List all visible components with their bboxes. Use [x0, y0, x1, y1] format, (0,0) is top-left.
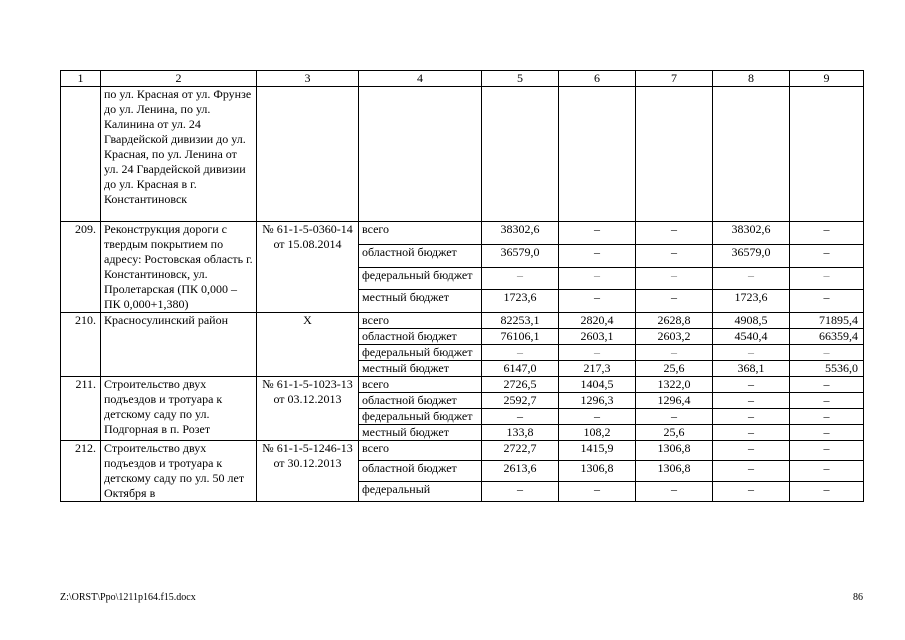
- object-name: Реконструкция дороги с твердым покрытием по адресу: Ростовская область г. Константиновск, ул. Пролетарская (ПК 0,000 – ПК 0,000+1,380): [101, 222, 257, 313]
- object-name: Красносулинский район: [101, 313, 257, 377]
- amount-cell: 2603,1: [559, 329, 636, 345]
- table-row: [61, 377, 864, 393]
- funding-source: областной бюджет: [359, 329, 482, 345]
- footer-file-path: Z:\ORST\Ppo\1211p164.f15.docx: [60, 592, 196, 603]
- amount-cell: 1296,4: [636, 393, 713, 409]
- document-number: Х: [257, 313, 359, 377]
- amount-cell: 36579,0: [482, 244, 559, 267]
- amount-cell: –: [790, 441, 864, 461]
- empty-cell: [257, 87, 359, 222]
- column-header: 3: [257, 71, 359, 87]
- amount-cell: 1723,6: [713, 290, 790, 313]
- funding-source: федеральный: [359, 481, 482, 501]
- amount-cell: 2628,8: [636, 313, 713, 329]
- amount-cell: 2603,2: [636, 329, 713, 345]
- amount-cell: –: [713, 393, 790, 409]
- amount-cell: –: [790, 244, 864, 267]
- amount-cell: –: [482, 481, 559, 501]
- empty-cell: [790, 87, 864, 222]
- amount-cell: –: [559, 222, 636, 245]
- amount-cell: 2820,4: [559, 313, 636, 329]
- row-number: 211.: [61, 377, 101, 441]
- amount-cell: –: [790, 393, 864, 409]
- column-header: 9: [790, 71, 864, 87]
- amount-cell: –: [790, 481, 864, 501]
- empty-cell: [359, 87, 482, 222]
- continuation-text: по ул. Красная от ул. Фрунзе до ул. Ленина, по ул. Калинина от ул. 24 Гвардейской дивизии до ул. Красная, по ул. Ленина от ул. 24 Гвардейской дивизии до ул. Красная в г. Константиновск: [101, 87, 257, 222]
- funding-source: федеральный бюджет: [359, 409, 482, 425]
- funding-source: местный бюджет: [359, 290, 482, 313]
- table-row: [61, 222, 864, 245]
- column-header: 8: [713, 71, 790, 87]
- column-header: 6: [559, 71, 636, 87]
- funding-source: местный бюджет: [359, 361, 482, 377]
- amount-cell: –: [790, 409, 864, 425]
- amount-cell: 1415,9: [559, 441, 636, 461]
- amount-cell: 368,1: [713, 361, 790, 377]
- amount-cell: 38302,6: [482, 222, 559, 245]
- amount-cell: –: [636, 267, 713, 290]
- document-number: № 61-1-5-1023-13 от 03.12.2013: [257, 377, 359, 441]
- amount-cell: –: [790, 267, 864, 290]
- empty-cell: [636, 87, 713, 222]
- amount-cell: 71895,4: [790, 313, 864, 329]
- amount-cell: –: [559, 267, 636, 290]
- empty-cell: [713, 87, 790, 222]
- amount-cell: 1404,5: [559, 377, 636, 393]
- amount-cell: 4908,5: [713, 313, 790, 329]
- amount-cell: –: [636, 409, 713, 425]
- table-row: [61, 441, 864, 461]
- amount-cell: –: [636, 244, 713, 267]
- amount-cell: 82253,1: [482, 313, 559, 329]
- funding-source: местный бюджет: [359, 425, 482, 441]
- column-header: 7: [636, 71, 713, 87]
- header-row: [61, 71, 864, 87]
- funding-source: всего: [359, 313, 482, 329]
- amount-cell: 108,2: [559, 425, 636, 441]
- amount-cell: 2722,7: [482, 441, 559, 461]
- amount-cell: –: [713, 441, 790, 461]
- amount-cell: 5536,0: [790, 361, 864, 377]
- amount-cell: –: [713, 267, 790, 290]
- amount-cell: 6147,0: [482, 361, 559, 377]
- column-header: 5: [482, 71, 559, 87]
- funding-source: федеральный бюджет: [359, 267, 482, 290]
- amount-cell: –: [482, 345, 559, 361]
- object-name: Строительство двух подъездов и тротуара к детскому саду по ул. Подгорная в п. Розет: [101, 377, 257, 441]
- funding-source: областной бюджет: [359, 393, 482, 409]
- continuation-row: [61, 87, 864, 222]
- amount-cell: 1306,8: [559, 461, 636, 481]
- amount-cell: –: [713, 377, 790, 393]
- amount-cell: 66359,4: [790, 329, 864, 345]
- amount-cell: 133,8: [482, 425, 559, 441]
- amount-cell: –: [636, 222, 713, 245]
- funding-source: всего: [359, 441, 482, 461]
- empty-cell: [482, 87, 559, 222]
- amount-cell: –: [636, 345, 713, 361]
- amount-cell: –: [713, 481, 790, 501]
- amount-cell: –: [559, 244, 636, 267]
- funding-source: федеральный бюджет: [359, 345, 482, 361]
- amount-cell: –: [636, 481, 713, 501]
- footer-page-number: 86: [853, 592, 863, 603]
- amount-cell: 217,3: [559, 361, 636, 377]
- amount-cell: –: [790, 290, 864, 313]
- amount-cell: –: [482, 409, 559, 425]
- amount-cell: 1723,6: [482, 290, 559, 313]
- funding-source: всего: [359, 377, 482, 393]
- column-header: 2: [101, 71, 257, 87]
- amount-cell: –: [790, 222, 864, 245]
- amount-cell: 2613,6: [482, 461, 559, 481]
- amount-cell: 2592,7: [482, 393, 559, 409]
- object-name: Строительство двух подъездов и тротуара к детскому саду по ул. 50 лет Октября в: [101, 441, 257, 502]
- amount-cell: –: [713, 461, 790, 481]
- amount-cell: –: [790, 461, 864, 481]
- amount-cell: –: [790, 345, 864, 361]
- row-number: 212.: [61, 441, 101, 502]
- row-number: 209.: [61, 222, 101, 313]
- column-header: 4: [359, 71, 482, 87]
- amount-cell: –: [559, 290, 636, 313]
- amount-cell: 1296,3: [559, 393, 636, 409]
- amount-cell: 1322,0: [636, 377, 713, 393]
- budget-table: [60, 70, 864, 502]
- amount-cell: 2726,5: [482, 377, 559, 393]
- amount-cell: –: [713, 345, 790, 361]
- amount-cell: 4540,4: [713, 329, 790, 345]
- amount-cell: –: [559, 345, 636, 361]
- table-body: [61, 71, 864, 502]
- empty-cell: [61, 87, 101, 222]
- document-number: № 61-1-5-0360-14 от 15.08.2014: [257, 222, 359, 313]
- amount-cell: 76106,1: [482, 329, 559, 345]
- funding-source: областной бюджет: [359, 461, 482, 481]
- amount-cell: –: [713, 409, 790, 425]
- amount-cell: –: [790, 377, 864, 393]
- funding-source: всего: [359, 222, 482, 245]
- amount-cell: –: [559, 481, 636, 501]
- amount-cell: –: [790, 425, 864, 441]
- amount-cell: 1306,8: [636, 461, 713, 481]
- amount-cell: –: [713, 425, 790, 441]
- funding-source: областной бюджет: [359, 244, 482, 267]
- amount-cell: 25,6: [636, 425, 713, 441]
- amount-cell: 1306,8: [636, 441, 713, 461]
- amount-cell: –: [559, 409, 636, 425]
- empty-cell: [559, 87, 636, 222]
- column-header: 1: [61, 71, 101, 87]
- row-number: 210.: [61, 313, 101, 377]
- table-row: [61, 313, 864, 329]
- amount-cell: –: [636, 290, 713, 313]
- amount-cell: 25,6: [636, 361, 713, 377]
- amount-cell: 38302,6: [713, 222, 790, 245]
- document-number: № 61-1-5-1246-13 от 30.12.2013: [257, 441, 359, 502]
- amount-cell: 36579,0: [713, 244, 790, 267]
- amount-cell: –: [482, 267, 559, 290]
